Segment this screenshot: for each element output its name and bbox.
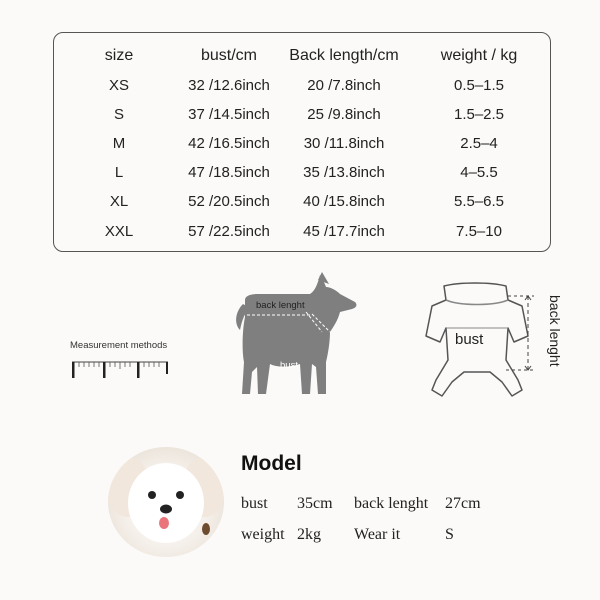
header-bust: bust/cm xyxy=(200,47,258,64)
ruler-icon xyxy=(70,358,170,380)
row-size: S xyxy=(113,106,125,123)
measurement-methods xyxy=(70,340,190,390)
model-wear-value: S xyxy=(445,526,454,543)
dog-face-icon xyxy=(108,447,224,557)
row-weight: 7.5–10 xyxy=(456,223,502,240)
model-wear-label: Wear it xyxy=(354,526,401,543)
row-back-length: 40 /15.8inch xyxy=(303,193,385,210)
row-weight: 0.5–1.5 xyxy=(453,77,505,94)
model-back-length-value: 27cm xyxy=(445,495,481,512)
outfit-back-length-label: back lenght xyxy=(547,295,563,367)
size-chart-table xyxy=(53,32,551,252)
model-back-length-label: back lenght xyxy=(354,495,429,512)
row-size: M xyxy=(112,135,126,152)
row-bust: 52 /20.5inch xyxy=(188,193,270,210)
row-bust: 57 /22.5inch xyxy=(188,223,270,240)
row-bust: 32 /12.6inch xyxy=(188,77,270,94)
row-bust: 37 /14.5inch xyxy=(188,106,270,123)
row-back-length: 25 /9.8inch xyxy=(307,106,381,123)
model-bust-label: bust xyxy=(241,495,268,512)
row-weight: 5.5–6.5 xyxy=(453,193,505,210)
row-back-length: 30 /11.8inch xyxy=(303,135,385,152)
model-bust-value: 35cm xyxy=(297,495,333,512)
dog-bust-label: bust xyxy=(280,360,298,371)
row-bust: 47 /18.5inch xyxy=(188,164,270,181)
model-title: Model xyxy=(241,452,302,475)
row-weight: 1.5–2.5 xyxy=(453,106,505,123)
dog-silhouette-icon xyxy=(230,272,365,402)
row-bust: 42 /16.5inch xyxy=(188,135,270,152)
header-weight: weight / kg xyxy=(440,47,518,64)
row-back-length: 45 /17.7inch xyxy=(303,223,385,240)
dog-back-length-label: back lenght xyxy=(256,300,305,311)
header-back-length: Back length/cm xyxy=(289,47,399,64)
row-back-length: 20 /7.8inch xyxy=(307,77,381,94)
model-weight-label: weight xyxy=(241,526,285,543)
header-size: size xyxy=(104,47,134,64)
row-weight: 4–5.5 xyxy=(460,164,498,181)
model-weight-value: 2kg xyxy=(297,526,321,543)
row-size: XS xyxy=(108,77,130,94)
outfit-bust-label: bust xyxy=(455,331,484,348)
row-back-length: 35 /13.8inch xyxy=(303,164,385,181)
row-weight: 2.5–4 xyxy=(460,135,498,152)
row-size: XL xyxy=(109,193,129,210)
measurement-methods-label: Measurement methods xyxy=(70,340,168,351)
model-dog-photo xyxy=(108,447,224,557)
row-size: L xyxy=(114,164,124,181)
row-size: XXL xyxy=(104,223,134,240)
